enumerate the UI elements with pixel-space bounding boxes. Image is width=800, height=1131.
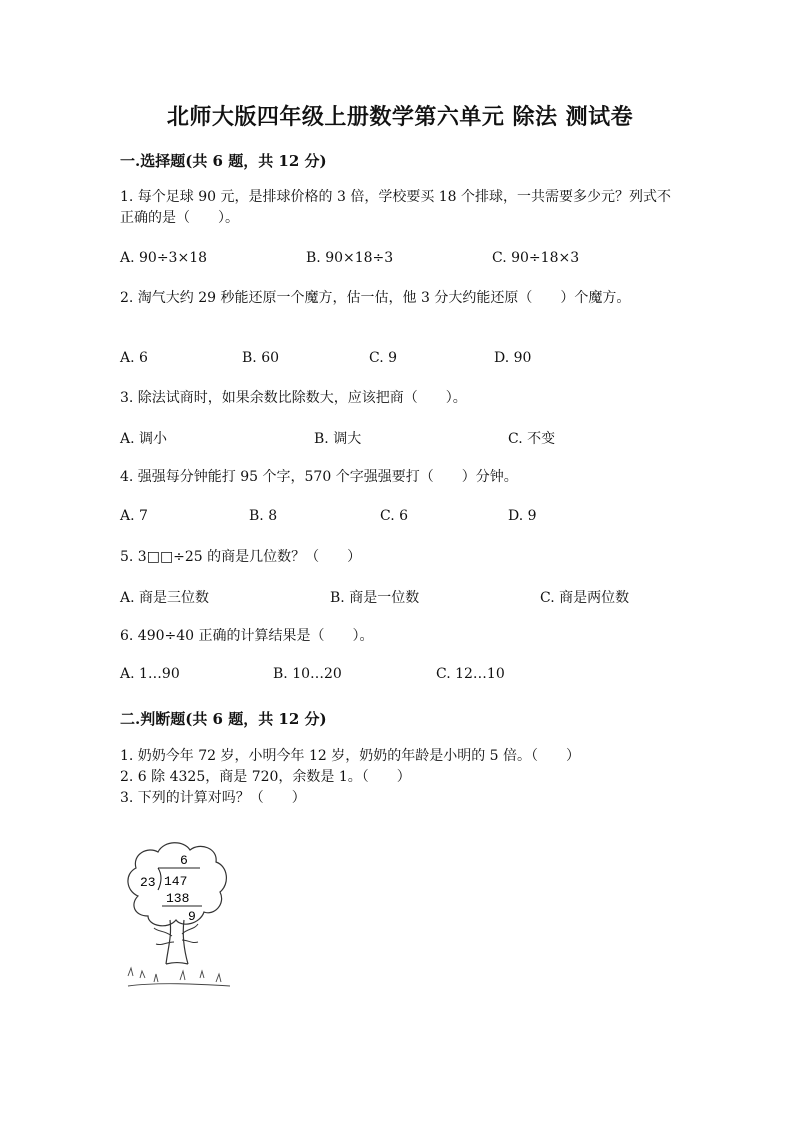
q3-option-b[interactable]: B. 调大 [314,431,362,447]
division-dividend: 147 [164,874,188,889]
q3-option-c[interactable]: C. 不变 [508,431,556,447]
question-3: 3. 除法试商时，如果余数比除数大，应该把商（ ）。 [120,390,467,406]
question-5: 5. 3□□÷25 的商是几位数？（ ） [120,549,362,565]
section-1-heading: 一.选择题(共 6 题，共 12 分) [120,152,327,170]
q6-option-c[interactable]: C. 12…10 [436,666,505,682]
division-divisor: 23 [140,875,156,890]
judge-question-2: 2. 6 除 4325，商是 720，余数是 1。（ ） [120,769,411,785]
q6-option-b[interactable]: B. 10…20 [273,666,342,682]
q2-option-d[interactable]: D. 90 [494,350,532,366]
page-title: 北师大版四年级上册数学第六单元 除法 测试卷 [166,104,634,130]
judge-question-1: 1. 奶奶今年 72 岁，小明今年 12 岁，奶奶的年龄是小明的 5 倍。（ ） [120,748,581,764]
question-2: 2. 淘气大约 29 秒能还原一个魔方，估一估，他 3 分大约能还原（ ）个魔方。 [120,290,631,306]
q5-option-c[interactable]: C. 商是两位数 [540,590,630,606]
q1-option-c[interactable]: C. 90÷18×3 [492,250,580,266]
q2-option-b[interactable]: B. 60 [242,350,280,366]
q4-option-d[interactable]: D. 9 [508,508,537,524]
q6-option-a[interactable]: A. 1…90 [120,666,180,682]
q5-option-b[interactable]: B. 商是一位数 [330,590,420,606]
q3-option-a[interactable]: A. 调小 [120,431,168,447]
q4-option-a[interactable]: A. 7 [120,508,148,524]
question-4: 4. 强强每分钟能打 95 个字，570 个字强强要打（ ）分钟。 [120,469,518,485]
division-quotient: 6 [180,853,188,868]
question-1: 1. 每个足球 90 元，是排球价格的 3 倍，学校要买 18 个排球，一共需要多少元？列式不正确的是（ ）。 [120,189,672,226]
judge-question-3: 3. 下列的计算对吗？（ ） [120,790,306,806]
question-6: 6. 490÷40 正确的计算结果是（ ）。 [120,628,374,644]
q1-option-b[interactable]: B. 90×18÷3 [306,250,394,266]
tree-branches [154,924,198,945]
q1-option-a[interactable]: A. 90÷3×18 [120,250,208,266]
q2-option-c[interactable]: C. 9 [369,350,398,366]
grass [128,968,230,986]
q4-option-b[interactable]: B. 8 [249,508,278,524]
division-product: 138 [166,891,190,906]
q5-option-a[interactable]: A. 商是三位数 [120,590,210,606]
q2-option-a[interactable]: A. 6 [120,350,148,366]
division-remainder: 9 [188,909,196,924]
q4-option-c[interactable]: C. 6 [380,508,409,524]
section-2-heading: 二.判断题(共 6 题，共 12 分) [120,710,327,728]
tree-division-figure [118,836,238,1001]
